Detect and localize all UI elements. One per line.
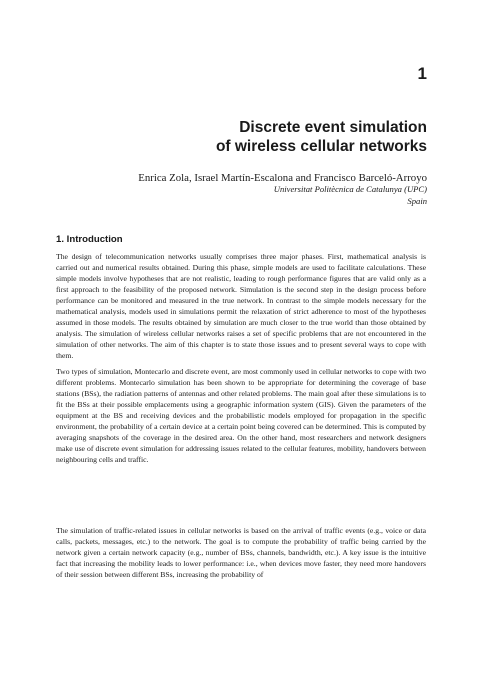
affiliation-country: Spain bbox=[407, 195, 427, 206]
body-paragraph-3: The simulation of traffic-related issues in cellular networks is based on the arrival of traffic events (e.g., voice or data calls, packets, messages, etc.) to the network. The goal is to compute the probability of traffic being carried by the network given a certain network capacity (e.g., number of BSs, channels, bandwidth, etc.). A key issue is the intuitive fact that increasing the mobility leads to lower performance: i.e., when devices move faster, they need more handovers of their session between different BSs, increasing the probability of bbox=[56, 526, 426, 579]
chapter-number: 1 bbox=[417, 64, 427, 83]
chapter-title-line-1: Discrete event simulation bbox=[239, 119, 427, 136]
chapter-title-line-2: of wireless cellular networks bbox=[215, 138, 427, 155]
affiliation-university: Universitat Politècnica de Catalunya (UPC) bbox=[273, 184, 427, 194]
chapter-title bbox=[216, 118, 427, 156]
affiliation bbox=[274, 184, 427, 207]
body-paragraph-2: Two types of simulation, Montecarlo and discrete event, are most commonly used in cellular networks to cope with two different problems. Montecarlo simulation has been shown to be appropriate for determining the coverage of base stations (BSs), the radiation patterns of antennas and other related problems. The main goal after these simulations is to fit the BSs at their possible emplacements using a geographic information system (GIS). Given the parameters of the equipment at the BS and receiving devices and the probabilistic models employed for propagation in the specific environment, the probability of a certain device at a certain point being covered can be determined. This is computed by averaging snapshots of the coverage in the desired area. On the other hand, most researchers and network designers make use of discrete event simulation for addressing issues related to the cellular features, mobility, handovers between neighbouring cells and traffic. bbox=[56, 367, 426, 464]
section-heading: 1. Introduction bbox=[56, 234, 123, 245]
body-paragraph-1: The design of telecommunication networks usually comprises three major phases. First, mathematical analysis is carried out and numerical results obtained. During this phase, simple models are used to facilitate calculations. These simple models involve hypotheses that are not realistic, leading to rough performance figures that are valid only as a first approach to the feasibility of the proposed network. Simulation is the second step in the design process before performance can be monitored and measured in the true network. In contrast to the simple models necessary for the mathematical analysis, models used in simulations permit the relaxation of strict adherence to most of the hypotheses assumed in those models. The results obtained by simulation are much closer to the true world than those obtained by analysis. The simulation of wireless cellular networks raises a set of specific problems that are not encountered in the simulation of other networks. The aim of this chapter is to state those issues and to present several ways to cope with them. bbox=[56, 252, 426, 360]
author-list: Enrica Zola, Israel Martín-Escalona and Francisco Barceló-Arroyo bbox=[138, 172, 427, 184]
